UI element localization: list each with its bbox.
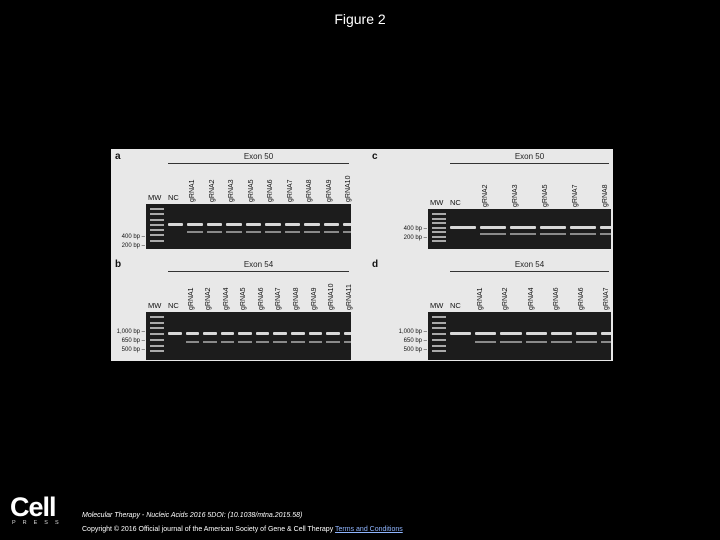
cleavage-band: [601, 341, 611, 343]
ladder-band: [432, 327, 446, 329]
exon-bracket-line: [168, 163, 349, 164]
mw-label: MW: [148, 301, 162, 310]
terms-and-conditions-link[interactable]: Terms and Conditions: [335, 526, 403, 533]
sample-band: [285, 223, 300, 226]
sample-band: [570, 226, 596, 229]
cleavage-band: [291, 341, 305, 343]
ladder-band: [432, 339, 446, 341]
lane-label: gRNA8: [602, 184, 609, 207]
ladder-band: [432, 345, 446, 347]
sample-band: [344, 332, 351, 335]
cleavage-band: [187, 231, 202, 233]
sample-band: [475, 332, 496, 335]
cleavage-band: [500, 341, 521, 343]
lane-label: gRNA7: [603, 287, 611, 310]
sample-band: [576, 332, 597, 335]
ladder-band: [432, 227, 446, 229]
gel-image: [146, 312, 351, 360]
ladder-band: [150, 316, 164, 318]
sample-band: [309, 332, 323, 335]
ladder-band: [432, 240, 446, 242]
cleavage-band: [344, 341, 351, 343]
bp-marker-label: 1,000 bp –: [398, 329, 427, 335]
cleavage-band: [600, 233, 611, 235]
ladder-band: [150, 234, 164, 236]
cleavage-band: [526, 341, 547, 343]
cleavage-band: [285, 231, 300, 233]
gel-image: [428, 209, 611, 249]
lane-label: gRNA8: [306, 179, 314, 202]
sample-band: [551, 332, 572, 335]
copyright-text: [82, 526, 403, 533]
bp-marker-label: 500 bp –: [403, 347, 427, 353]
bp-marker-label: 400 bp –: [403, 226, 427, 232]
ladder-band: [150, 240, 164, 242]
bp-marker-label: 650 bp –: [121, 338, 145, 344]
bp-marker-label: 500 bp –: [121, 347, 145, 353]
sample-band: [324, 223, 339, 226]
exon-bracket-line: [450, 271, 609, 272]
lane-label: gRNA2: [205, 287, 213, 310]
sample-band: [343, 223, 351, 226]
lane-label: gRNA2: [208, 179, 216, 202]
ladder-band: [432, 231, 446, 233]
cleavage-band: [343, 231, 351, 233]
ladder-band: [432, 236, 446, 238]
cleavage-band: [273, 341, 287, 343]
sample-band: [187, 223, 202, 226]
gel-image: [146, 204, 351, 249]
sample-band: [203, 332, 217, 335]
gel-panel-a: [111, 149, 356, 254]
cleavage-band: [324, 231, 339, 233]
sample-band: [540, 226, 566, 229]
gel-panel-c: [368, 149, 613, 254]
gel-image: [428, 312, 611, 360]
ladder-band: [150, 208, 164, 210]
ladder-band: [432, 350, 446, 352]
copyright-statement: Copyright © 2016 Official journal of the American Society of Gene & Cell Therapy: [82, 526, 334, 533]
exon-label: Exon 50: [243, 152, 274, 161]
lane-label: gRNA3: [512, 184, 519, 207]
sample-band: [265, 223, 280, 226]
exon-label: Exon 54: [243, 260, 274, 269]
lane-label: gRNA6: [578, 287, 586, 310]
sample-band: [256, 332, 270, 335]
lane-label: gRNA7: [275, 287, 283, 310]
lane-label: gRNA1: [189, 179, 197, 202]
ladder-band: [150, 327, 164, 329]
sample-band: [601, 332, 611, 335]
ladder-band: [150, 345, 164, 347]
cell-press-wordmark: PRESS: [12, 520, 66, 526]
ladder-band: [432, 218, 446, 220]
sample-band: [168, 223, 183, 226]
gel-panel-d: [368, 257, 613, 361]
ladder-band: [150, 322, 164, 324]
panel-letter: a: [115, 151, 121, 162]
mw-label: MW: [148, 193, 162, 202]
ladder-band: [432, 222, 446, 224]
sample-band: [221, 332, 235, 335]
nc-label: NC: [450, 198, 461, 207]
ladder-band: [150, 229, 164, 231]
ladder-band: [150, 224, 164, 226]
lane-label: gRNA7: [286, 179, 294, 202]
cleavage-band: [540, 233, 566, 235]
cleavage-band: [475, 341, 496, 343]
lane-label: gRNA2: [482, 184, 489, 207]
bp-marker-label: 200 bp –: [403, 235, 427, 241]
cleavage-band: [207, 231, 222, 233]
lane-label: gRNA10: [345, 175, 353, 202]
sample-band: [273, 332, 287, 335]
nc-label: NC: [168, 193, 179, 202]
sample-band: [600, 226, 611, 229]
sample-band: [291, 332, 305, 335]
mw-label: MW: [430, 198, 444, 207]
cleavage-band: [309, 341, 323, 343]
lane-label: gRNA4: [222, 287, 230, 310]
cleavage-band: [186, 341, 200, 343]
lane-label: gRNA1: [477, 287, 485, 310]
sample-band: [186, 332, 200, 335]
sample-band: [168, 332, 182, 335]
exon-label: Exon 54: [514, 260, 545, 269]
exon-label: Exon 50: [514, 152, 545, 161]
sample-band: [304, 223, 319, 226]
cleavage-band: [570, 233, 596, 235]
lane-label: gRNA9: [325, 179, 333, 202]
nc-label: NC: [450, 301, 461, 310]
lane-label: gRNA6: [552, 287, 560, 310]
lane-label: gRNA3: [228, 179, 236, 202]
sample-band: [226, 223, 241, 226]
citation-text: Molecular Therapy - Nucleic Acids 2016 5DOI: (10.1038/mtna.2015.58): [82, 512, 303, 519]
exon-bracket-line: [168, 271, 349, 272]
ladder-band: [150, 333, 164, 335]
bp-marker-label: 200 bp –: [121, 243, 145, 249]
ladder-band: [432, 322, 446, 324]
sample-band: [326, 332, 340, 335]
lane-label: gRNA10: [328, 283, 336, 310]
cleavage-band: [226, 231, 241, 233]
cell-press-logo: Cell: [10, 492, 56, 522]
bp-marker-label: 400 bp –: [121, 234, 145, 240]
lane-label: gRNA1: [187, 287, 195, 310]
cleavage-band: [304, 231, 319, 233]
sample-band: [207, 223, 222, 226]
ladder-band: [432, 316, 446, 318]
sample-band: [480, 226, 506, 229]
ladder-band: [432, 213, 446, 215]
bp-marker-label: 650 bp –: [403, 338, 427, 344]
sample-band: [500, 332, 521, 335]
cleavage-band: [551, 341, 572, 343]
lane-label: gRNA7: [572, 184, 579, 207]
cleavage-band: [221, 341, 235, 343]
panel-letter: c: [372, 151, 378, 162]
lane-label: gRNA11: [345, 284, 353, 310]
slide-title: Figure 2: [334, 11, 386, 27]
panel-letter: b: [115, 259, 122, 270]
lane-label: gRNA5: [542, 184, 549, 207]
cleavage-band: [326, 341, 340, 343]
ladder-band: [150, 219, 164, 221]
lane-label: gRNA5: [240, 287, 248, 310]
sample-band: [246, 223, 261, 226]
cleavage-band: [256, 341, 270, 343]
gel-panel-b: [111, 257, 356, 361]
lane-label: gRNA9: [310, 287, 318, 310]
panel-letter: d: [372, 259, 379, 270]
cleavage-band: [480, 233, 506, 235]
lane-label: gRNA5: [247, 179, 255, 202]
bp-marker-label: 1,000 bp –: [116, 329, 145, 335]
cleavage-band: [510, 233, 536, 235]
sample-band: [450, 332, 471, 335]
ladder-band: [150, 350, 164, 352]
sample-band: [526, 332, 547, 335]
lane-label: gRNA8: [293, 287, 300, 310]
sample-band: [510, 226, 536, 229]
lane-label: gRNA2: [502, 287, 510, 310]
lane-label: gRNA6: [257, 287, 265, 310]
cleavage-band: [203, 341, 217, 343]
cleavage-band: [265, 231, 280, 233]
lane-label: gRNA4: [527, 287, 535, 310]
cleavage-band: [238, 341, 252, 343]
lane-label: gRNA6: [267, 179, 275, 202]
ladder-band: [150, 213, 164, 215]
gel-figure: [111, 149, 613, 361]
cleavage-band: [576, 341, 597, 343]
exon-bracket-line: [450, 163, 609, 164]
sample-band: [450, 226, 476, 229]
mw-label: MW: [430, 301, 444, 310]
cleavage-band: [246, 231, 261, 233]
sample-band: [238, 332, 252, 335]
ladder-band: [150, 339, 164, 341]
ladder-band: [432, 333, 446, 335]
nc-label: NC: [168, 301, 179, 310]
